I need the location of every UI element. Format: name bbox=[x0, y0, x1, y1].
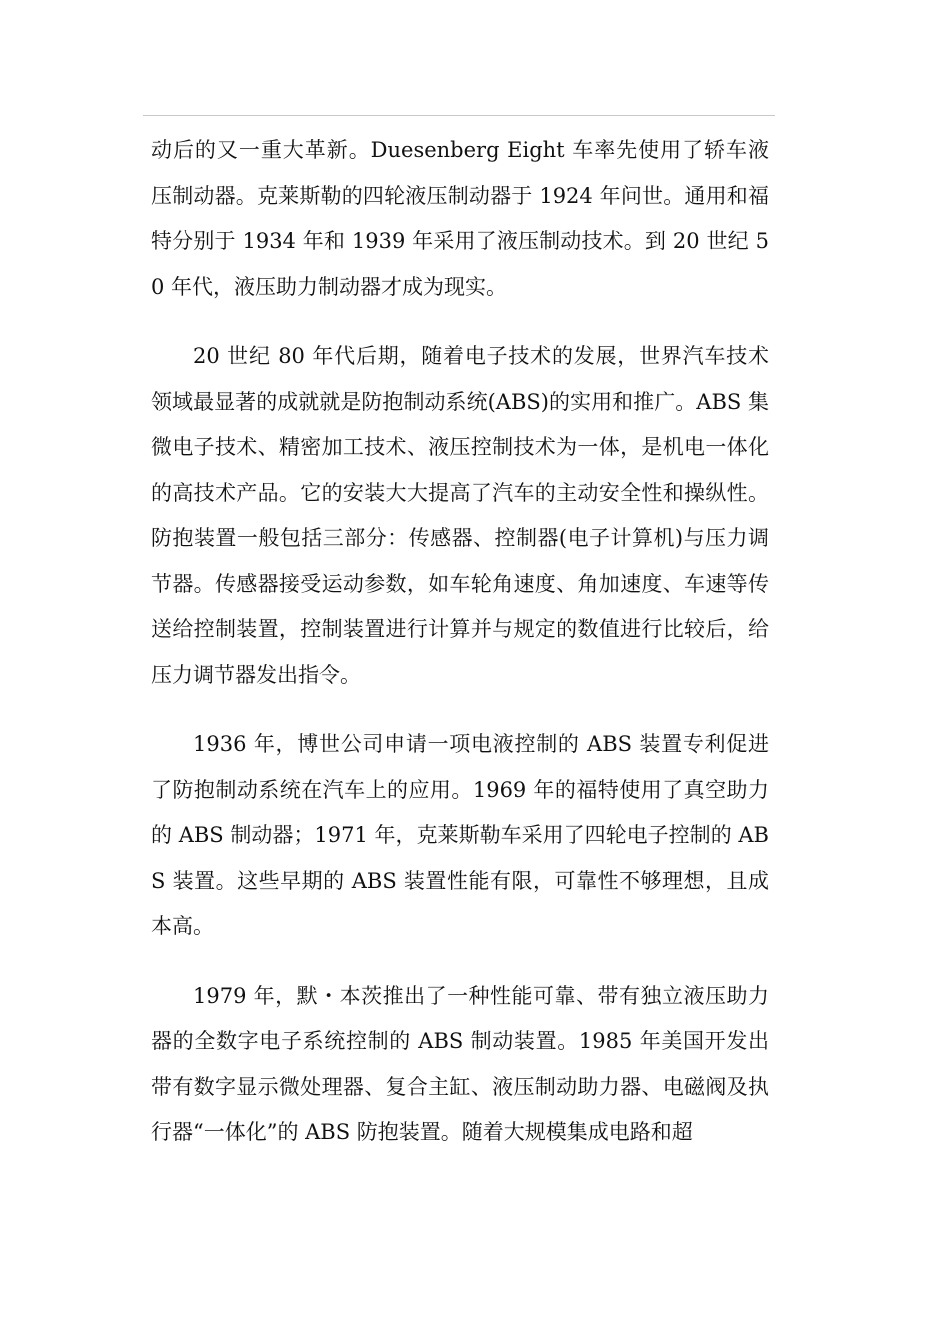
paragraph-2: 20 世纪 80 年代后期，随着电子技术的发展，世界汽车技术领域最显著的成就就是防抱制动系统(ABS)的实用和推广。ABS 集微电子技术、精密加工技术、液压控制技术为一体，是机电一体化的高技术产品。它的安装大大提高了汽车的主动安全性和操纵性。防抱装置一般包括三部分：传感器、控制器(电子计算机)与压力调节器。传感器接受运动参数，如车轮角速度、角加速度、车速等传送给控制装置，控制装置进行计算并与规定的数值进行比较后，给压力调节器发出指令。 bbox=[151, 344, 769, 687]
paragraph-1: 动后的又一重大革新。Duesenberg Eight 车率先使用了轿车液压制动器。克莱斯勒的四轮液压制动器于 1924 年问世。通用和福特分别于 1934 年和 1939 年采用了液压制动技术。到 20 世纪 50 年代，液压助力制动器才成为现实。 bbox=[151, 138, 769, 299]
document-body bbox=[151, 128, 769, 1180]
paragraph-4: 1979 年，默・本茨推出了一种性能可靠、带有独立液压助力器的全数字电子系统控制的 ABS 制动装置。1985 年美国开发出带有数字显示微处理器、复合主缸、液压制动助力器、电磁阀及执行器“一体化”的 ABS 防抱装置。随着大规模集成电路和超 bbox=[151, 983, 769, 1144]
header-rule bbox=[143, 115, 775, 116]
paragraph-3: 1936 年，博世公司申请一项电液控制的 ABS 装置专利促进了防抱制动系统在汽车上的应用。1969 年的福特使用了真空助力的 ABS 制动器；1971 年，克莱斯勒车采用了四轮电子控制的 ABS 装置。这些早期的 ABS 装置性能有限，可靠性不够理想，且成本高。 bbox=[151, 732, 769, 938]
